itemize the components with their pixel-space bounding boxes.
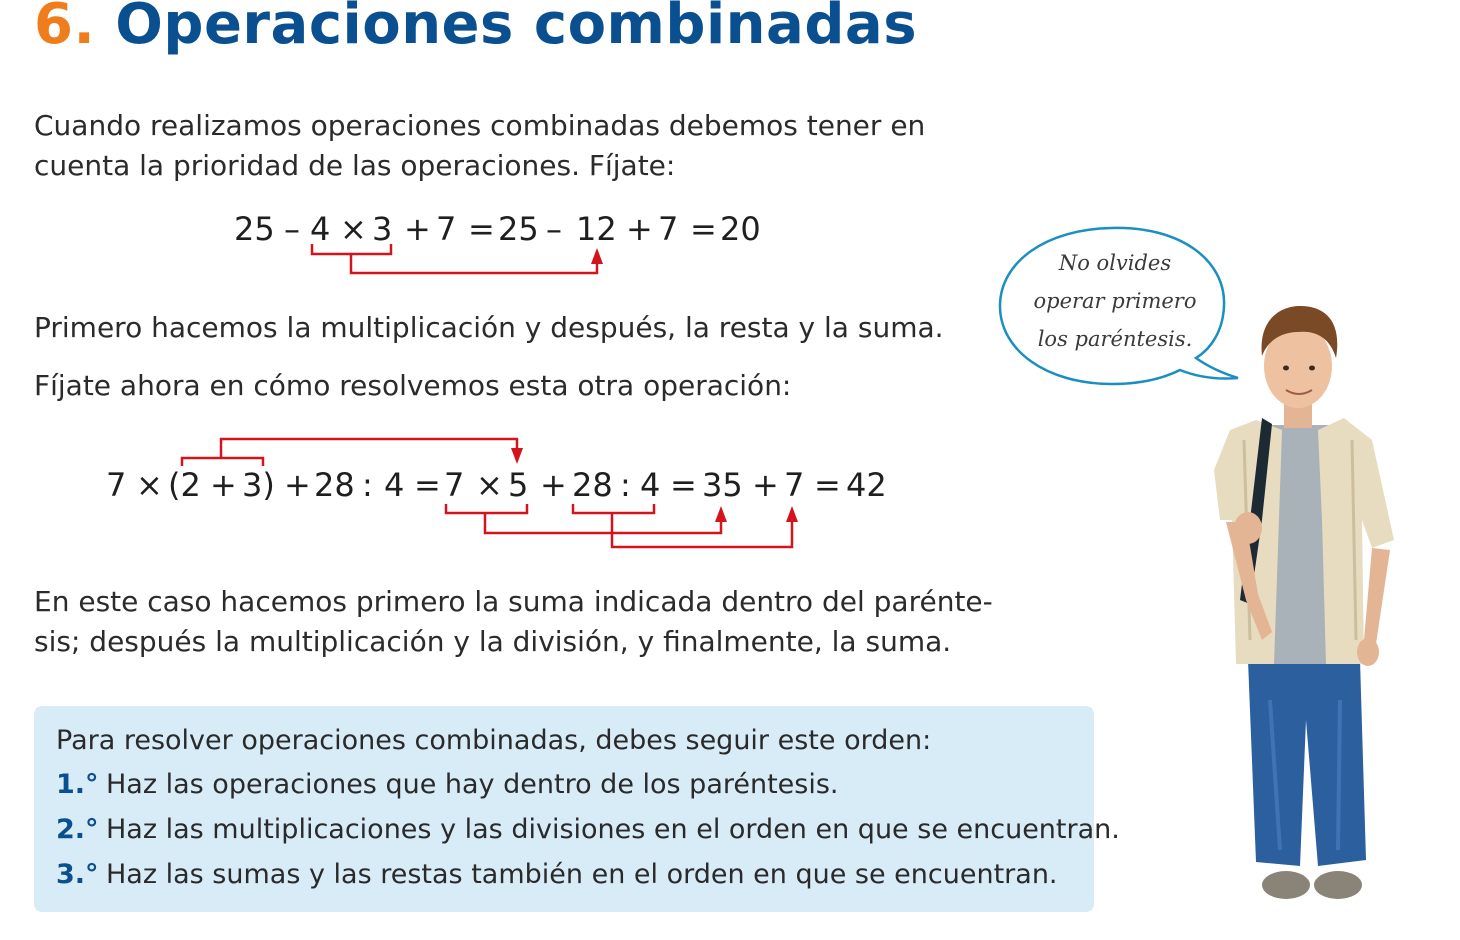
explanation2-line-1: En este caso hacemos primero la suma indicada dentro del parénte- [34,585,993,618]
eq1-token: 25 [498,210,539,248]
rule-step-number: 3.° [56,859,99,890]
rule-step-text: Haz las sumas y las restas también en el orden en que se encuentran. [106,859,1058,890]
bubble-line-2: operar primero [1033,289,1197,313]
eq2-token: : [620,466,631,504]
eq2-token: 4 [640,466,661,504]
eq2-token: × [476,466,503,504]
eq2-token: + [284,466,311,504]
eq1-token: × [340,210,367,248]
eq2-token: : [362,466,373,504]
eq1-token: + [626,210,653,248]
rule-step-text: Haz las multiplicaciones y las divisiones en el orden en que se encuentran. [106,814,1120,845]
eq2-token: 35 [702,466,743,504]
rule-step-text: Haz las operaciones que hay dentro de los paréntesis. [106,769,839,800]
eq2-token: = [814,466,841,504]
rule-step-number: 1.° [56,769,99,800]
eq1-token: + [404,210,431,248]
eq1-token: = [468,210,495,248]
eq2-token: 42 [846,466,887,504]
eq2-token: (2 [168,466,201,504]
transition-text: Fíjate ahora en cómo resolvemos esta otra operación: [34,369,792,402]
eq2-token: = [670,466,697,504]
eq2-token: 3) [242,466,275,504]
section-number: 6. [34,0,96,57]
rule-step-number: 2.° [56,814,99,845]
eq1-token: 20 [720,210,761,248]
explanation1: Primero hacemos la multiplicación y después, la resta y la suma. [34,311,944,344]
eq1-token: – [546,210,562,248]
eq1-token: 3 [372,210,393,248]
eq2-token: 28 [314,466,355,504]
intro-line-1: Cuando realizamos operaciones combinadas debemos tener en [34,109,926,142]
eq1-token: = [690,210,717,248]
eq1-token: 7 [658,210,679,248]
eq2-token: + [540,466,567,504]
eq1-token: 4 [310,210,331,248]
eq1-token: 25 [234,210,275,248]
intro-line-2: cuenta la prioridad de las operaciones. Fíjate: [34,149,676,182]
eq2-token: 7 [784,466,805,504]
eq2-token: 5 [508,466,529,504]
section-title-text: Operaciones combinadas [115,0,918,57]
eq2-token: + [210,466,237,504]
eq2-token: × [136,466,163,504]
eq1-token: – [284,210,300,248]
explanation2-line-2: sis; después la multiplicación y la división, y finalmente, la suma. [34,625,952,658]
eq2-token: 7 [106,466,127,504]
boy-figure [1214,306,1394,899]
eq2-token: = [414,466,441,504]
eq1-token: 12 [576,210,617,248]
eq2-token: + [752,466,779,504]
bubble-line-1: No olvides [1058,251,1172,275]
bubble-line-3: los paréntesis. [1037,327,1193,351]
eq2-token: 4 [384,466,405,504]
eq2-token: 7 [444,466,465,504]
eq1-token: 7 [436,210,457,248]
eq2-token: 28 [572,466,613,504]
rules-intro: Para resolver operaciones combinadas, debes seguir este orden: [56,725,932,756]
